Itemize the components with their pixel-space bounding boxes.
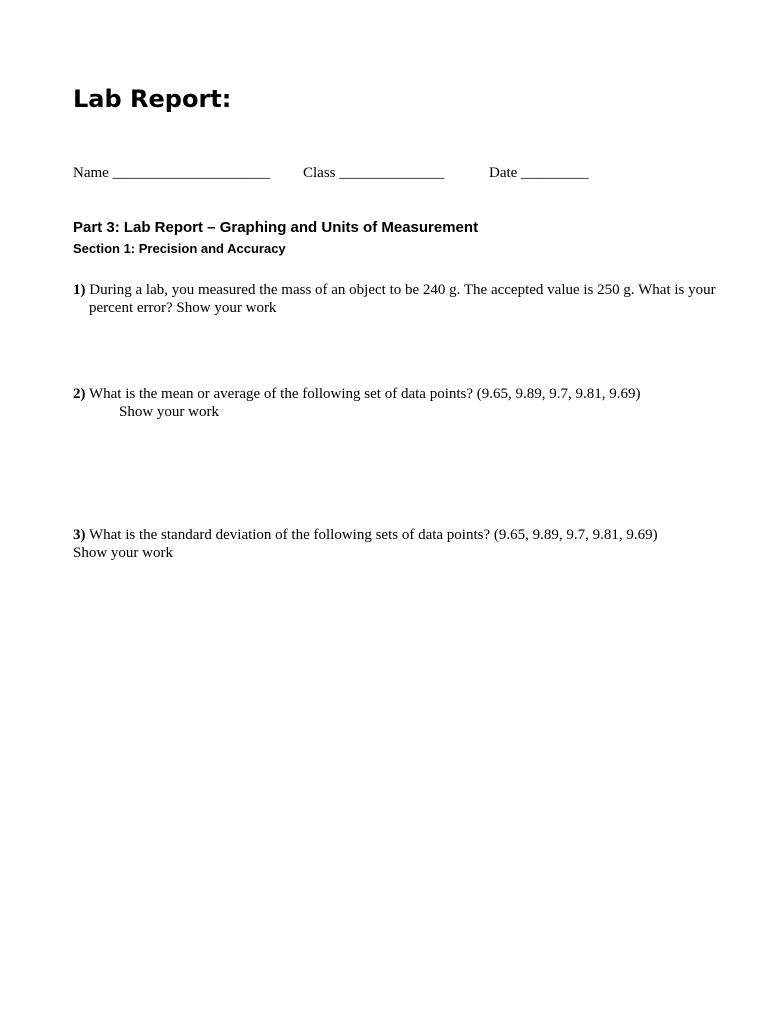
- part-heading: Part 3: Lab Report – Graphing and Units of Measurement: [73, 219, 479, 236]
- question-text: What is the standard deviation of the following sets of data points? (9.65, 9.89, 9.7, 9.81, 9.69): [88, 527, 658, 543]
- question-number: 3): [73, 527, 86, 543]
- question-2: [73, 386, 703, 421]
- question-3: [73, 527, 703, 562]
- question-text: During a lab, you measured the mass of an object to be 240 g. The accepted value is 250 g. What is your percent error? Show your work: [89, 282, 716, 316]
- date-field: Date _________: [489, 165, 589, 181]
- question-number: 1): [73, 282, 86, 298]
- question-number: 2): [73, 386, 86, 402]
- name-field: Name _____________________: [73, 165, 271, 181]
- question-1: [73, 282, 719, 317]
- show-work-instruction: Show your work: [119, 403, 219, 420]
- show-work-instruction: Show your work: [73, 544, 173, 561]
- question-text: What is the mean or average of the following set of data points? (9.65, 9.89, 9.7, 9.81, 9.69): [88, 386, 641, 402]
- class-field: Class ______________: [303, 165, 445, 181]
- page-title: Lab Report:: [73, 85, 232, 113]
- section-heading: Section 1: Precision and Accuracy: [73, 241, 286, 256]
